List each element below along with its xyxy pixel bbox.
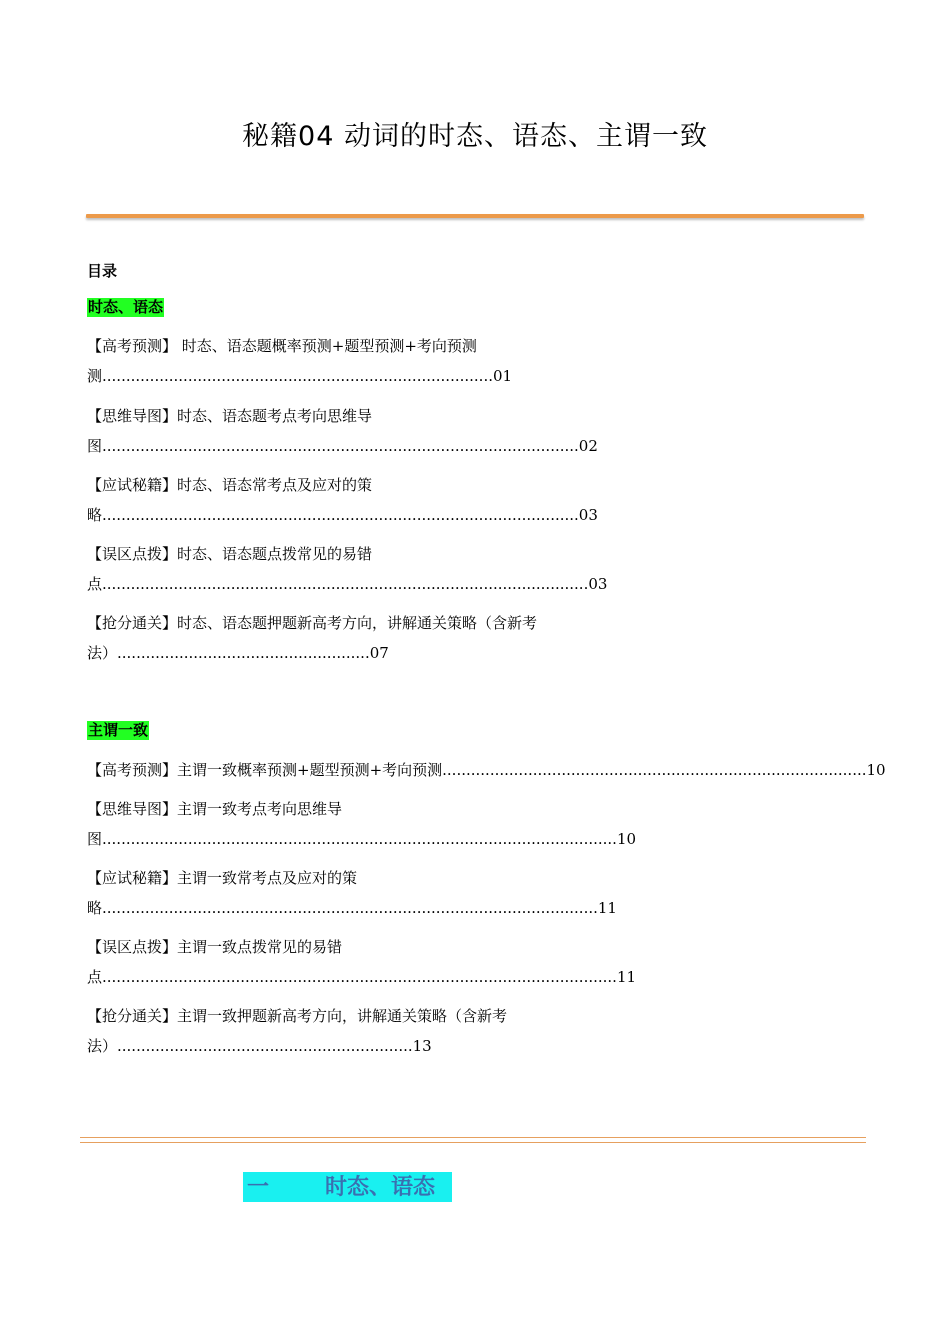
toc-entry-title: 【高考预测】主谓一致概率预测+题型预测+考向预测.........................................................................................10 [87, 761, 886, 779]
toc-entry-leader: 点......................................................................................................03 [87, 575, 608, 593]
toc-entry[interactable] [87, 755, 886, 785]
toc-entry-title: 【误区点拨】主谓一致点拨常见的易错 [87, 938, 343, 956]
toc-entry[interactable] [87, 932, 636, 992]
toc-entry-title: 【应试秘籍】时态、语态常考点及应对的策 [87, 476, 373, 494]
toc-entry-leader: 图............................................................................................................10 [87, 830, 637, 848]
toc-entry[interactable] [87, 794, 636, 854]
toc-entry[interactable] [87, 401, 598, 461]
chapter-heading [243, 1172, 452, 1202]
title-rule [86, 214, 864, 218]
toc-heading: 目录 [87, 262, 118, 280]
toc-entry-leader: 图....................................................................................................02 [87, 437, 598, 455]
divider-rule-top [80, 1137, 866, 1138]
divider-rule-bottom [80, 1142, 866, 1143]
toc-entry-title: 【抢分通关】时态、语态题押题新高考方向，讲解通关策略（含新考 [87, 614, 538, 632]
toc-entry-leader: 略....................................................................................................03 [87, 506, 598, 524]
toc-entry-title: 【思维导图】时态、语态题考点考向思维导 [87, 407, 373, 425]
toc-entry[interactable] [87, 1001, 507, 1061]
toc-section-label: 时态、语态 [88, 298, 164, 316]
chapter-number: 一 [247, 1175, 270, 1200]
toc-entry[interactable] [87, 608, 537, 668]
toc-entry[interactable] [87, 470, 598, 530]
toc-entry-title: 【误区点拨】时态、语态题点拨常见的易错 [87, 545, 373, 563]
toc-entry-title: 【应试秘籍】主谓一致常考点及应对的策 [87, 869, 358, 887]
toc-entry-title: 【思维导图】主谓一致考点考向思维导 [87, 800, 343, 818]
toc-entry[interactable] [87, 539, 607, 599]
toc-entry[interactable] [87, 863, 617, 923]
chapter-title: 时态、语态 [325, 1175, 436, 1200]
toc-entry-title: 【抢分通关】主谓一致押题新高考方向，讲解通关策略（含新考 [87, 1007, 508, 1025]
document-title: 秘籍04 动词的时态、语态、主谓一致 [242, 121, 708, 152]
toc-entry-leader: 法）..............................................................13 [87, 1037, 432, 1055]
toc-entry-title: 【高考预测】 时态、语态题概率预测+题型预测+考向预测 [87, 337, 477, 355]
toc-entry-leader: 点............................................................................................................11 [87, 968, 637, 986]
toc-entry[interactable] [87, 331, 512, 391]
toc-section-label: 主谓一致 [88, 721, 149, 739]
toc-entry-leader: 测..................................................................................01 [87, 367, 513, 385]
toc-entry-leader: 法）.....................................................07 [87, 644, 389, 662]
toc-entry-leader: 略........................................................................................................11 [87, 899, 617, 917]
